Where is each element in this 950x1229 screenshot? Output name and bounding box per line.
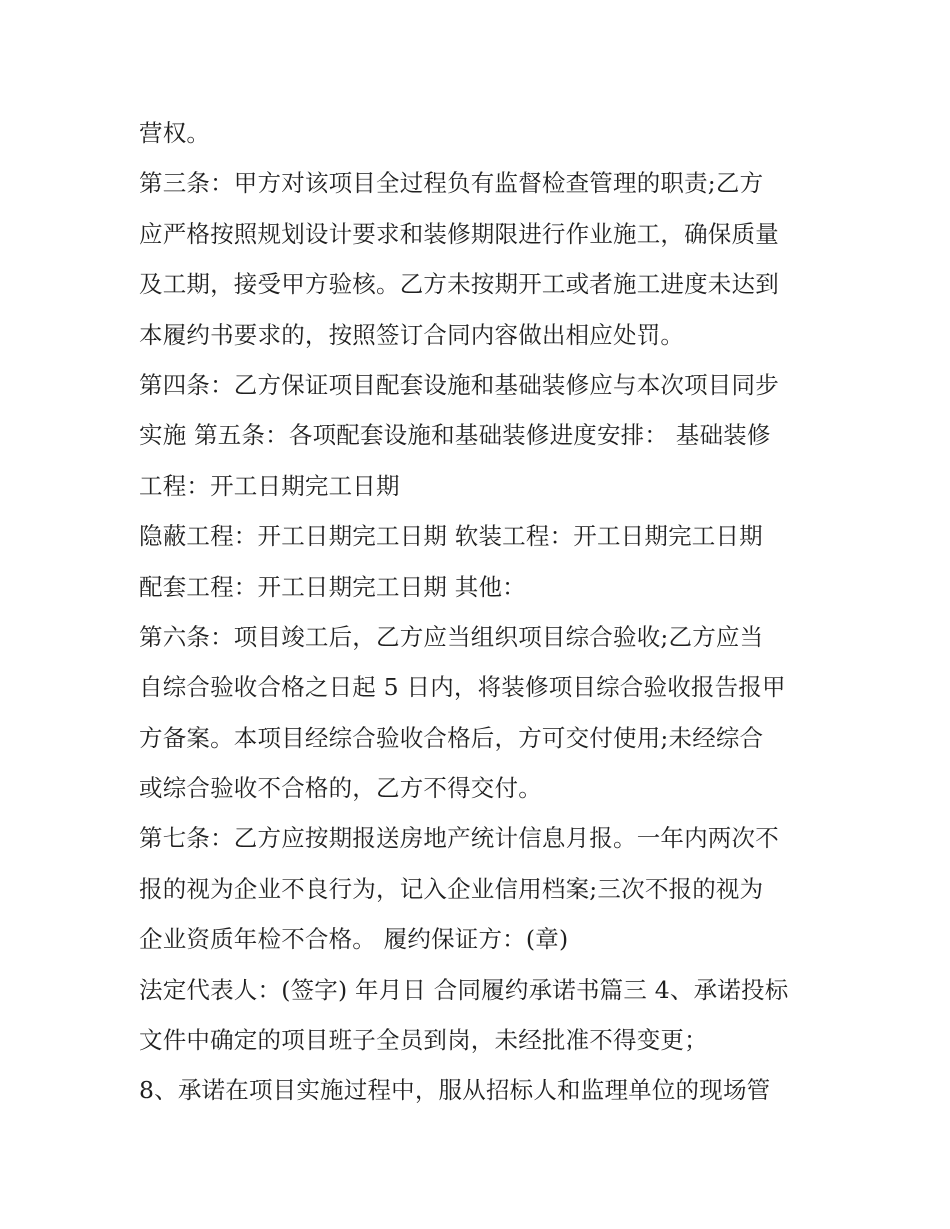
text-line: 第六条：项目竣工后，乙方应当组织项目综合验收;乙方应当 [139, 622, 764, 651]
text-line: 及工期，接受甲方验核。乙方未按期开工或者施工进度未达到 [139, 270, 779, 299]
text-line: 第七条：乙方应按期报送房地产统计信息月报。一年内两次不 [139, 824, 779, 853]
text-line: 隐蔽工程：开工日期完工日期 软装工程：开工日期完工日期 [139, 522, 763, 551]
text-line: 实施 第五条：各项配套设施和基础装修进度安排： 基础装修 [139, 421, 771, 450]
text-line: 营权。 [139, 119, 211, 147]
text-line: 8、承诺在项目实施过程中，服从招标人和监理单位的现场管 [139, 1076, 771, 1105]
text-line: 配套工程：开工日期完工日期 其他： [139, 572, 526, 601]
text-line: 企业资质年检不合格。 履约保证方：(章) [139, 925, 569, 954]
text-line: 或综合验收不合格的，乙方不得交付。 [139, 774, 542, 803]
text-line: 第三条：甲方对该项目全过程负有监督检查管理的职责;乙方 [139, 169, 764, 198]
text-line: 第四条：乙方保证项目配套设施和基础装修应与本次项目同步 [139, 370, 779, 399]
text-line: 应严格按照规划设计要求和装修期限进行作业施工，确保质量 [139, 219, 779, 248]
text-line: 法定代表人：(签字) 年月日 合同履约承诺书篇三 4、承诺投标 [139, 975, 789, 1004]
text-line: 自综合验收合格之日起 5 日内，将装修项目综合验收报告报甲 [139, 673, 786, 702]
text-line: 文件中确定的项目班子全员到岗，未经批准不得变更； [139, 1026, 708, 1055]
text-line: 报的视为企业不良行为，记入企业信用档案;三次不报的视为 [139, 874, 764, 903]
text-line: 本履约书要求的，按照签订合同内容做出相应处罚。 [139, 320, 685, 349]
document-body [139, 108, 829, 1116]
text-line: 方备案。本项目经综合验收合格后，方可交付使用;未经综合 [139, 723, 764, 752]
text-line: 工程：开工日期完工日期 [139, 471, 400, 500]
